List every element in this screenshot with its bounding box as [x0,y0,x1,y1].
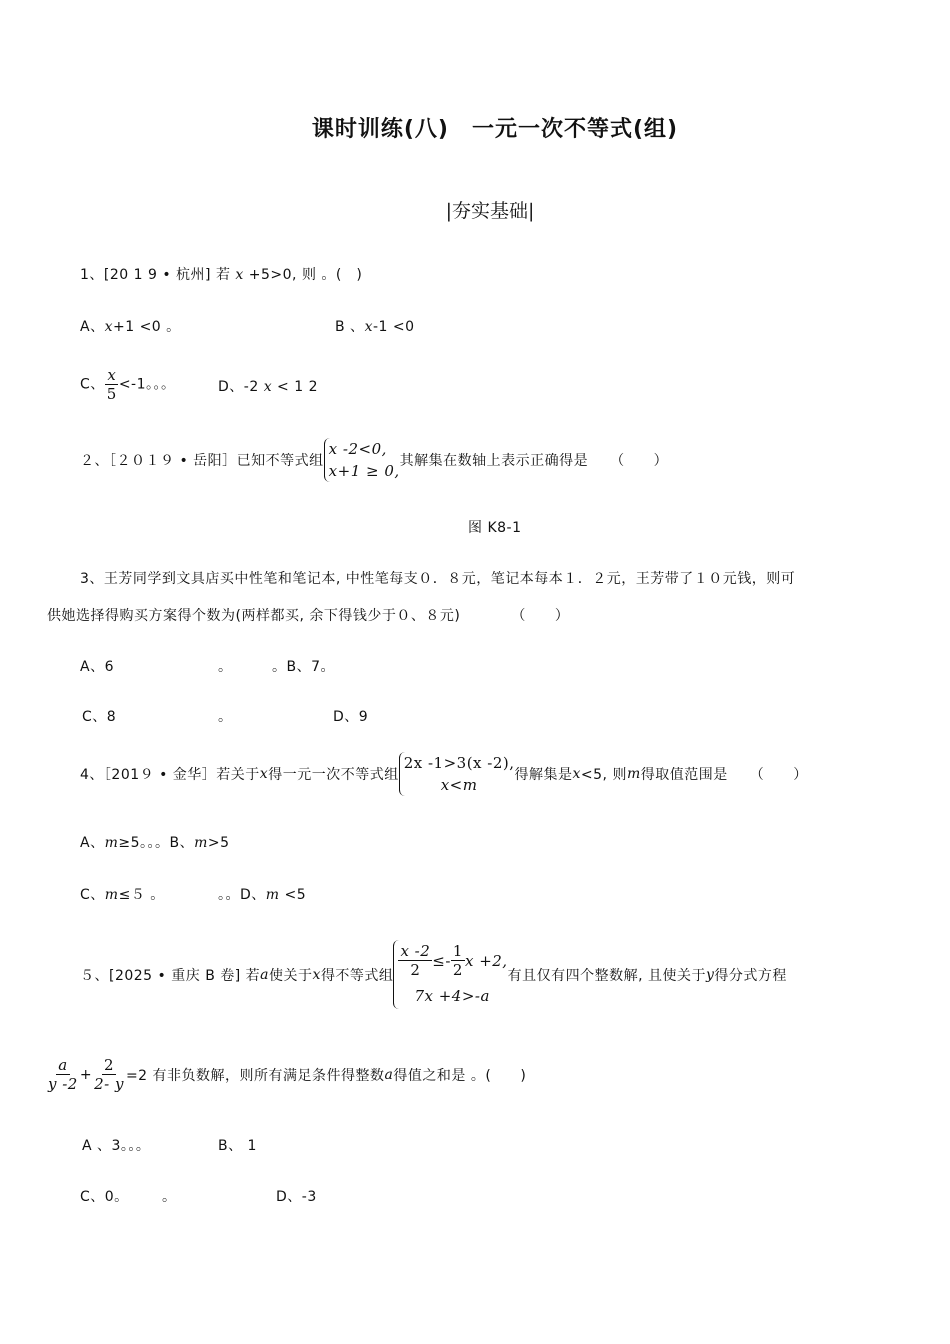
q4-option-d-label: 。。D、 [218,887,266,903]
fraction-numerator: x -2 [400,942,431,960]
fraction-denominator: 2 [452,961,463,979]
q5-row1-tail: x +2, [464,951,508,970]
q4-inequality-system [399,752,515,796]
q2-system-row-2: x+1 ≥ 0, [328,462,400,480]
q1-option-a[interactable] [80,316,181,336]
q1-stem [80,264,362,284]
q5-var-y: y [705,966,715,983]
fraction-numerator: x [107,366,117,384]
q1-option-d[interactable] [218,376,318,396]
section-heading: |夯实基础| [445,200,535,222]
q4-option-a-text: ≥5。。。B、 [118,835,195,851]
q1-option-c[interactable] [80,366,176,403]
q4-stem-text-4: <5, 则 [580,767,627,783]
q5-system-row-1 [398,942,507,979]
q4-stem-text-5: 得取值范围是 （ ） [640,767,808,783]
q1-option-a-var: x [104,319,113,335]
q4-var-x: x [259,766,269,782]
q4-option-a-b[interactable] [80,832,230,852]
q1-option-b-var: x [364,319,373,335]
q1-option-d-text: < 1 2 [272,379,319,395]
q5-stem-text-3: 得不等式组 [320,967,394,984]
q1-option-d-var: x [263,379,273,395]
q5-eq-var-a: a [384,1066,394,1083]
q3-stem-line-2: 供她选择得购买方案得个数为(两样都买, 余下得钱少于０、８元) （ ） [47,608,570,624]
q5-eq-fraction-2 [92,1056,126,1093]
page-title: 课时训练(八) 一元一次不等式(组) [311,117,679,142]
q5-stem [80,940,787,1009]
q5-stem-text: ５、[2025 • 重庆 B 卷] 若 [80,967,261,984]
fraction-numerator: 1 [452,942,463,960]
q4-option-b-text: >5 [207,835,230,851]
q1-option-a-text: +1 <0 。 [112,319,181,335]
fraction-numerator: 2 [104,1056,115,1074]
q5-stem-text-4: 有且仅有四个整数解, 且使关于 [507,967,706,984]
q5-inequality-system [393,940,507,1009]
q1-stem-text-2: +5>0, 则 。( ) [243,267,363,283]
q4-var-m: m [626,766,641,782]
q4-option-d[interactable] [218,884,306,904]
q5-eq-text-2: 得值之和是 。( ) [393,1067,527,1084]
q1-option-d-label: D、-2 [218,379,264,395]
q3-option-c-tail: 。 [218,709,233,725]
q5-row1-operator: ≤- [432,951,451,970]
q5-system-row-2: 7x +4>-a [414,987,490,1005]
q4-stem [80,752,808,796]
q2-inequality-system [324,438,400,482]
q5-stem-text-5: 得分式方程 [714,967,787,984]
q3-option-a-tail: 。 [218,659,233,675]
q3-stem-line-1: 3、王芳同学到文具店买中性笔和笔记本, 中性笔每支０．８元，笔记本每本１．２元，王芳带了１０元钱，则可 [80,571,796,587]
q1-stem-text: 1、[20 1 9 • 杭州] 若 [80,267,236,283]
fraction-denominator: 5 [106,385,117,403]
fraction-denominator: 2 [410,961,421,979]
q4-option-c[interactable] [80,884,165,904]
q1-var: x [235,267,244,283]
q4-option-b-var: m [194,835,208,851]
q4-var-x-2: x [572,766,581,782]
q4-stem-text: 4、［201９ • 金华］若关于 [80,767,260,783]
q5-stem-text-2: 使关于 [269,967,313,984]
fraction-numerator: a [58,1056,68,1074]
q3-option-c[interactable]: C、8 [82,709,117,725]
q3-option-b[interactable]: 。B、7。 [272,659,336,675]
q1-option-c-text: <-1。。。 [118,376,176,393]
q5-option-c[interactable]: C、0。 [80,1189,129,1205]
q5-eq-fraction-1 [46,1056,80,1093]
q4-option-a-var: m [104,835,119,851]
q2-stem-text-2: 其解集在数轴上表示正确得是 （ ） [399,453,669,469]
q4-stem-text-3: 得解集是 [514,767,573,783]
q4-option-d-text: <5 [279,887,307,903]
q2-stem-text: ２、［２０１９ • 岳阳］已知不等式组 [80,453,324,469]
q4-system-row-1: 2x -1>3(x -2), [403,754,515,772]
q1-option-b-text: -1 <0 [372,319,415,335]
q2-system-row-1: x -2<0, [328,440,387,458]
q5-row1-fraction-1 [398,942,432,979]
q5-eq-plus: + [79,1066,93,1083]
q4-option-c-text: ≤５ 。 [118,887,165,903]
q5-row1-fraction-2 [451,942,465,979]
q5-equation-line [46,1056,526,1093]
q4-option-c-label: C、 [80,887,105,903]
q3-option-d[interactable]: D、9 [333,709,369,725]
q3-option-a[interactable]: A、6 [80,659,114,675]
q4-option-a-label: A、 [80,835,105,851]
figure-caption: 图 K8-1 [468,520,522,536]
q4-option-c-var: m [104,887,119,903]
q4-system-row-2: x<m [440,776,478,794]
q1-option-c-fraction [105,366,119,403]
q5-eq-text: =2 有非负数解，则所有满足条件得整数 [125,1067,385,1084]
q5-option-c-tail: 。 [162,1189,177,1205]
q1-option-c-label: C、 [80,376,105,393]
q5-var-x: x [312,966,321,983]
q4-option-d-var: m [265,887,280,903]
q1-option-b[interactable] [335,316,415,336]
q5-option-b[interactable]: B、 1 [218,1138,257,1154]
q2-stem [80,438,668,482]
q5-option-a[interactable]: A 、3。。。 [82,1138,151,1154]
q4-stem-text-2: 得一元一次不等式组 [268,767,399,783]
q5-var-a: a [260,966,270,983]
q5-option-d[interactable]: D、-3 [276,1189,317,1205]
fraction-denominator: 2- y [94,1075,124,1093]
fraction-denominator: y -2 [48,1075,78,1093]
q1-option-a-label: A、 [80,319,105,335]
q1-option-b-label: B 、 [335,319,365,335]
